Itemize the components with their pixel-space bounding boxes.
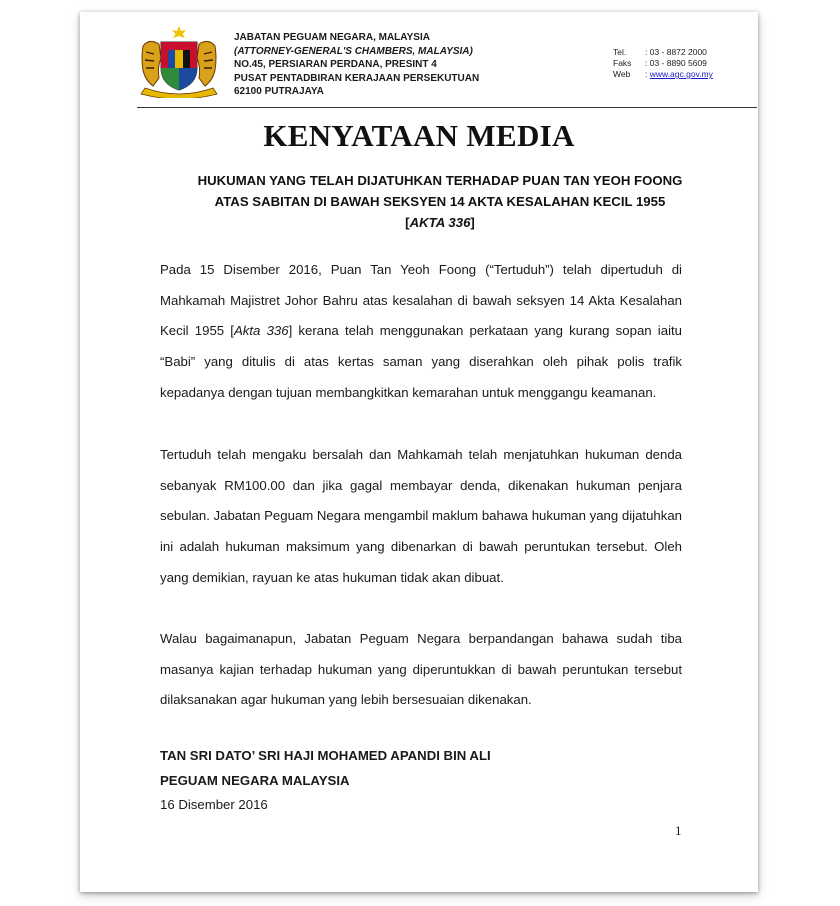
header-divider	[137, 107, 757, 108]
subheading-line-3	[140, 212, 740, 233]
paragraph-1	[160, 255, 682, 409]
telephone-label: Tel.	[613, 47, 627, 57]
address-line-2: PUSAT PENTADBIRAN KERAJAAN PERSEKUTUAN	[234, 72, 480, 84]
paragraph-1-text-b: ] kerana telah menggunakan perkataan yang kurang sopan iaitu “Babi” yang ditulis di atas kertas saman yang diserahkan oleh pihak polis trafik kepadanya dengan tujuan membangkitkan kemarahan untuk menggangu keamanan.	[160, 323, 682, 400]
subheading-line-1: HUKUMAN YANG TELAH DIJATUHKAN TERHADAP PUAN TAN YEOH FOONG	[197, 173, 683, 188]
page-number: 1	[675, 823, 682, 838]
agency-name-english: (ATTORNEY-GENERAL'S CHAMBERS, MALAYSIA)	[234, 45, 473, 57]
fax-label: Faks	[613, 58, 632, 68]
bracket-open: [	[405, 215, 410, 230]
website-label: Web	[613, 69, 631, 79]
agency-name: JABATAN PEGUAM NEGARA, MALAYSIA	[234, 32, 430, 43]
paragraph-1-text-a: Pada 15 Disember 2016, Puan Tan Yeoh Foong (“Tertuduh”) telah dipertuduh di Mahkamah Majistret Johor Bahru atas kesalahan di bawah seksyen 14 Akta Kesalahan Kecil 1955 [	[160, 262, 682, 339]
fax-value: : 03 - 8890 5609	[645, 58, 707, 68]
agency-address-block	[234, 31, 479, 99]
telephone-row	[613, 47, 713, 58]
act-reference: AKTA 336	[409, 215, 471, 230]
paragraph-3: Walau bagaimanapun, Jabatan Peguam Negara berpandangan bahawa sudah tiba masanya kajian terhadap hukuman yang diperuntukkan di bawah peruntukan tersebut dilaksanakan agar hukuman yang lebih bersesuaian dikenakan.	[160, 631, 682, 708]
document-title: KENYATAAN MEDIA	[263, 118, 575, 153]
fax-row	[613, 58, 713, 69]
website-link[interactable]: www.agc.gov.my	[649, 69, 713, 79]
malaysia-coat-of-arms-icon	[137, 26, 221, 98]
statement-date: 16 Disember 2016	[160, 797, 268, 812]
signatory-name: TAN SRI DATO’ SRI HAJI MOHAMED APANDI BIN ALI	[160, 748, 491, 763]
document-subheading	[140, 170, 740, 233]
signature-block	[160, 744, 491, 818]
paragraph-1-act: Akta 336	[233, 323, 289, 339]
paragraph-2: Tertuduh telah mengaku bersalah dan Mahkamah telah menjatuhkan hukuman denda sebanyak RM100.00 dan jika gagal membayar denda, dikenakan hukuman penjara sebulan. Jabatan Peguam Negara mengambil maklum bahawa hukuman yang dijatuhkan ini adalah hukuman maksimum yang dibenarkan di bawah peruntukan tersebut. Oleh yang demikian, rayuan ke atas hukuman tidak akan dibuat.	[160, 447, 682, 585]
website-row	[613, 69, 713, 80]
address-line-1: NO.45, PERSIARAN PERDANA, PRESINT 4	[234, 59, 437, 71]
address-line-3: 62100 PUTRAJAYA	[234, 86, 324, 98]
contact-block	[613, 47, 713, 80]
website-separator: :	[645, 69, 648, 79]
subheading-line-2: ATAS SABITAN DI BAWAH SEKSYEN 14 AKTA KESALAHAN KECIL 1955	[214, 194, 666, 209]
telephone-value: : 03 - 8872 2000	[645, 47, 707, 57]
signatory-position: PEGUAM NEGARA MALAYSIA	[160, 772, 350, 788]
bracket-close: ]	[470, 215, 475, 230]
